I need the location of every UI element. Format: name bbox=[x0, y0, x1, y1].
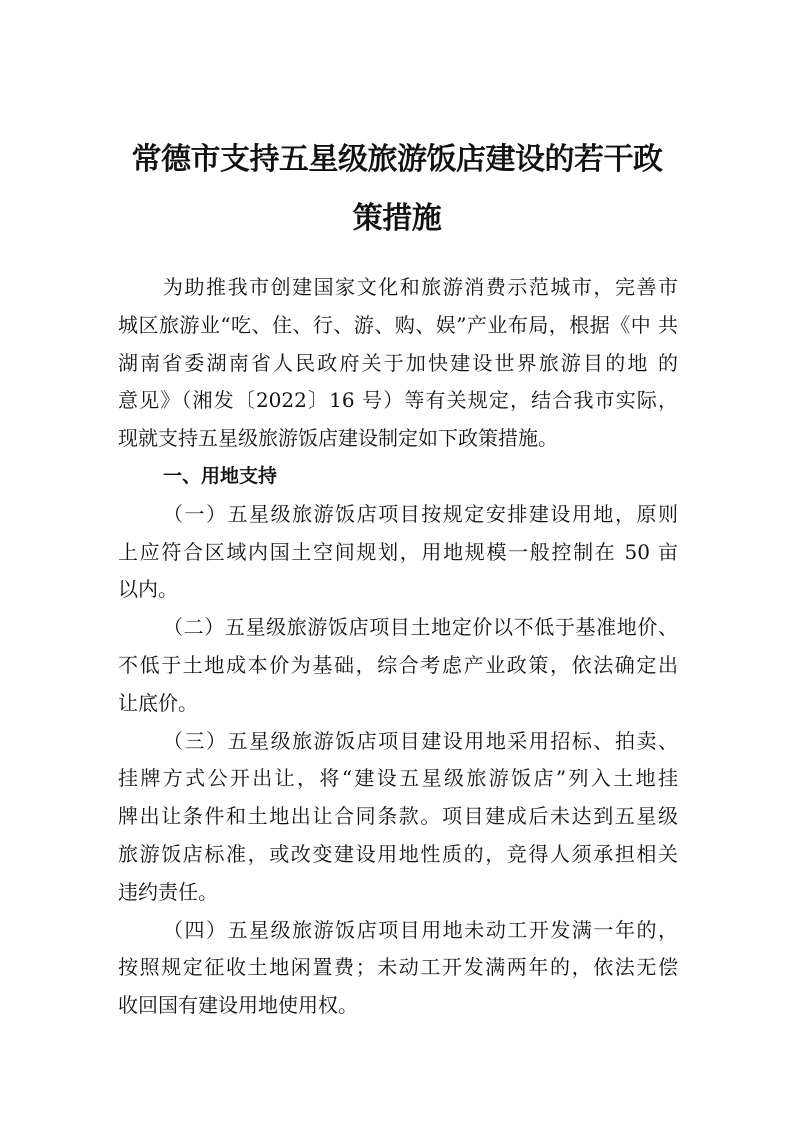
paragraph-line: 牌出让条件和土地出让合同条款。项目建成后未达到五星级 bbox=[118, 804, 678, 829]
policy-item-1 bbox=[118, 496, 678, 609]
paragraph-line: （一）五星级旅游饭店项目按规定安排建设用地，原则 bbox=[163, 501, 678, 526]
policy-item-2 bbox=[118, 609, 678, 722]
paragraph-line: （四）五星级旅游饭店项目用地未动工开发满一年的， bbox=[163, 917, 678, 942]
paragraph-line: 挂牌方式公开出让，将“建设五星级旅游饭店”列入土地挂 bbox=[118, 766, 678, 791]
paragraph-line: 按照规定征收土地闲置费；未动工开发满两年的，依法无偿 bbox=[118, 955, 678, 980]
paragraph-line: 收回国有建设用地使用权。 bbox=[118, 993, 358, 1018]
paragraph-line: 让底价。 bbox=[118, 690, 198, 715]
intro-paragraph bbox=[118, 269, 678, 458]
paragraph-line: 旅游饭店标准，或改变建设用地性质的，竞得人须承担相关 bbox=[118, 841, 678, 866]
document-body bbox=[118, 269, 678, 1025]
paragraph-line: （二）五星级旅游饭店项目土地定价以不低于基准地价、 bbox=[163, 615, 678, 640]
paragraph-line: 以内。 bbox=[118, 577, 178, 602]
paragraph-line: （三）五星级旅游饭店项目建设用地采用招标、拍卖、 bbox=[163, 728, 678, 753]
paragraph-line: 湖南省委湖南省人民政府关于加快建设世界旅游目的地 的 bbox=[118, 350, 678, 375]
paragraph-line: 城区旅游业“吃、住、行、游、购、娱”产业布局，根据《中 共 bbox=[118, 312, 678, 337]
paragraph-line: 违约责任。 bbox=[118, 879, 218, 904]
paragraph-line: 为助推我市创建国家文化和旅游消费示范城市，完善市 bbox=[163, 275, 678, 299]
document-title-line-1: 常德市支持五星级旅游饭店建设的若干政 bbox=[131, 142, 663, 177]
paragraph-line: 意见》（湘发〔2022〕16 号）等有关规定，结合我市实际， bbox=[118, 388, 678, 413]
section-heading-land-support: 一、用地支持 bbox=[163, 464, 278, 487]
paragraph-line: 不低于土地成本价为基础，综合考虑产业政策，依法确定出 bbox=[118, 652, 678, 677]
policy-item-3 bbox=[118, 723, 678, 912]
policy-item-4 bbox=[118, 912, 678, 1025]
paragraph-line: 现就支持五星级旅游饭店建设制定如下政策措施。 bbox=[118, 426, 558, 451]
document-title-line-2: 策措施 bbox=[352, 201, 442, 236]
paragraph-line: 上应符合区域内国土空间规划，用地规模一般控制在 50 亩 bbox=[118, 539, 678, 564]
